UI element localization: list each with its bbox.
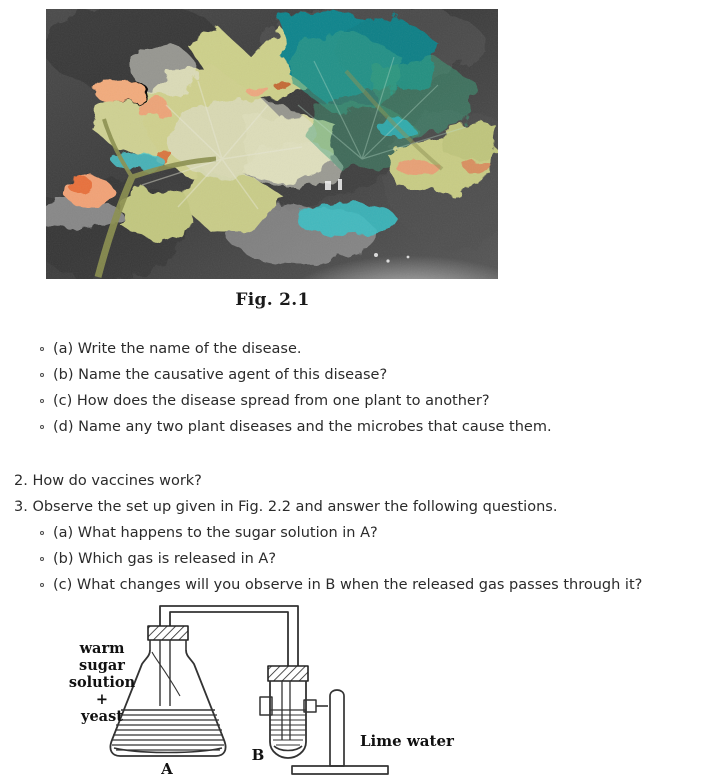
question-3b-text: (b) Which gas is released in A? [53,551,277,567]
flask-contents-label-line-3: solution [68,674,136,691]
lime-water-label: Lime water [360,732,454,750]
list-item [0,520,715,546]
figure-2-2-diagram [40,600,460,778]
flask-a-label: A [161,760,173,778]
question-1a-text: (a) Write the name of the disease. [53,341,302,357]
question-3c-text: (c) What changes will you observe in B when the released gas passes through it? [53,577,643,593]
test-tube-b-label: B [251,746,265,764]
flask-contents-label-line-1: warm [79,640,125,657]
question-3a-text: (a) What happens to the sugar solution in A? [53,525,378,541]
list-item [0,362,715,388]
figure-2-1-caption: Fig. 2.1 [235,290,310,310]
list-item [0,388,715,414]
question-1-sublist [0,336,715,440]
flask-contents-label-line-4: + [95,691,109,708]
question-2-text: 2. How do vaccines work? [14,473,202,489]
list-item [0,336,715,362]
question-1b-text: (b) Name the causative agent of this disease? [53,367,388,383]
question-3-sublist [0,520,715,598]
question-1d-text: (d) Name any two plant diseases and the microbes that cause them. [53,419,552,435]
flask-contents-label-line-2: sugar [79,657,125,674]
question-1-subparts [0,336,715,440]
list-item [0,414,715,440]
list-item [0,546,715,572]
question-3-text: 3. Observe the set up given in Fig. 2.2 and answer the following questions. [14,499,558,515]
question-1c-text: (c) How does the disease spread from one plant to another? [53,393,490,409]
questions-2-and-3 [0,468,715,598]
flask-contents-label-line-5: yeast [81,708,123,725]
list-item [0,572,715,598]
figure-2-1-image [46,9,498,279]
